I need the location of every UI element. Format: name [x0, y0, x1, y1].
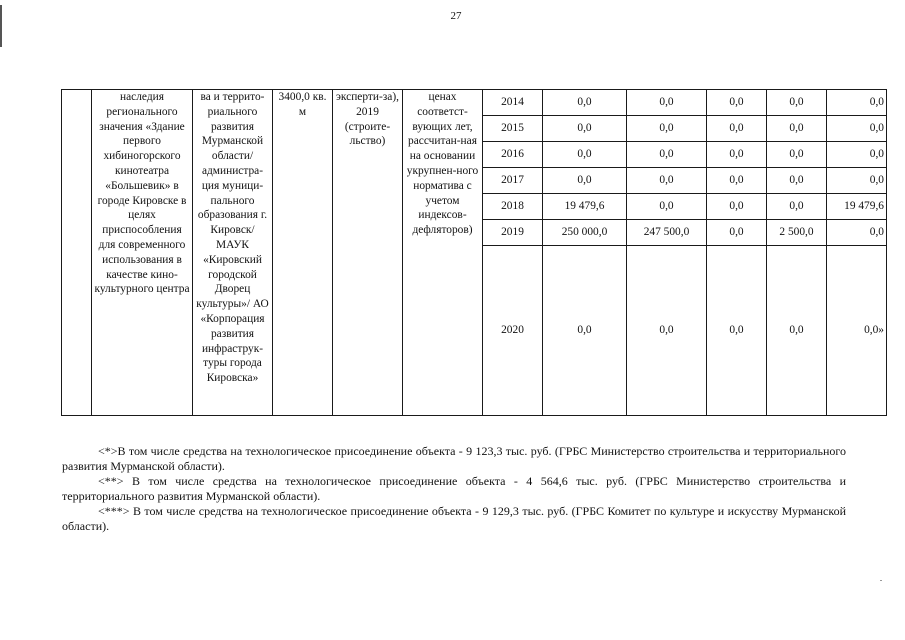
year-cell: 2016 [483, 142, 543, 168]
local-cell: 0,0 [767, 194, 827, 220]
year-cell: 2019 [483, 220, 543, 246]
object-name-cell: наследия регионального значения «Здание первого хибиногорского кинотеатра «Большевик» в городе Кировске в целях приспособления для современного использования в качестве кино-культурного центра [92, 90, 193, 416]
total-cell: 0,0 [543, 246, 627, 416]
local-cell: 2 500,0 [767, 220, 827, 246]
federal-cell: 0,0 [627, 90, 707, 116]
year-cell: 2018 [483, 194, 543, 220]
total-cell: 0,0 [543, 90, 627, 116]
regional-cell: 0,0 [707, 168, 767, 194]
scan-edge-mark [0, 5, 2, 47]
other-cell: 0,0 [827, 116, 887, 142]
regional-cell: 0,0 [707, 194, 767, 220]
stage-cell: эксперти-за), 2019 (строите-льство) [333, 90, 403, 416]
regional-cell: 0,0 [707, 246, 767, 416]
footnote: <*>В том числе средства на технологическое присоединение объекта - 9 123,3 тыс. руб. (ГРБС Министерство строительства и территориального развития Мурманской области). [62, 444, 846, 473]
footnote: <**> В том числе средства на технологическое присоединение объекта - 4 564,6 тыс. руб. (ГРБС Министерство строительства и территориального развития Мурманской области). [62, 474, 846, 503]
capacity-cell: 3400,0 кв. м [273, 90, 333, 416]
local-cell: 0,0 [767, 168, 827, 194]
year-cell: 2014 [483, 90, 543, 116]
cost-note-cell: ценах соответст-вующих лет, рассчитан-ная на основании укрупнен-ного норматива с учетом индексов-дефляторов) [403, 90, 483, 416]
other-cell: 0,0 [827, 220, 887, 246]
total-cell: 0,0 [543, 142, 627, 168]
customer-cell: ва и террито-риального развития Мурманской области/ администра-ция муници-пального образования г. Кировск/ МАУК «Кировский городской Дворец культуры»/ АО «Корпорация развития инфраструк-туры города Кировска» [193, 90, 273, 416]
footnotes [62, 444, 846, 534]
table-row [62, 90, 887, 116]
federal-cell: 0,0 [627, 142, 707, 168]
federal-cell: 0,0 [627, 246, 707, 416]
federal-cell: 247 500,0 [627, 220, 707, 246]
total-cell: 19 479,6 [543, 194, 627, 220]
federal-cell: 0,0 [627, 194, 707, 220]
local-cell: 0,0 [767, 246, 827, 416]
program-table [61, 89, 887, 416]
year-cell: 2020 [483, 246, 543, 416]
regional-cell: 0,0 [707, 142, 767, 168]
local-cell: 0,0 [767, 116, 827, 142]
total-cell: 250 000,0 [543, 220, 627, 246]
other-cell: 0,0 [827, 142, 887, 168]
year-cell: 2017 [483, 168, 543, 194]
federal-cell: 0,0 [627, 116, 707, 142]
year-cell: 2015 [483, 116, 543, 142]
local-cell: 0,0 [767, 90, 827, 116]
scan-speck [880, 580, 882, 581]
other-cell: 19 479,6 [827, 194, 887, 220]
local-cell: 0,0 [767, 142, 827, 168]
page-number: 27 [450, 10, 462, 22]
total-cell: 0,0 [543, 168, 627, 194]
total-cell: 0,0 [543, 116, 627, 142]
footnote: <***> В том числе средства на технологическое присоединение объекта - 9 129,3 тыс. руб. (ГРБС Комитет по культуре и искусству Мурманской области). [62, 504, 846, 533]
other-cell: 0,0 [827, 168, 887, 194]
regional-cell: 0,0 [707, 90, 767, 116]
number-cell [62, 90, 92, 416]
regional-cell: 0,0 [707, 116, 767, 142]
other-cell: 0,0» [827, 246, 887, 416]
regional-cell: 0,0 [707, 220, 767, 246]
federal-cell: 0,0 [627, 168, 707, 194]
other-cell: 0,0 [827, 90, 887, 116]
